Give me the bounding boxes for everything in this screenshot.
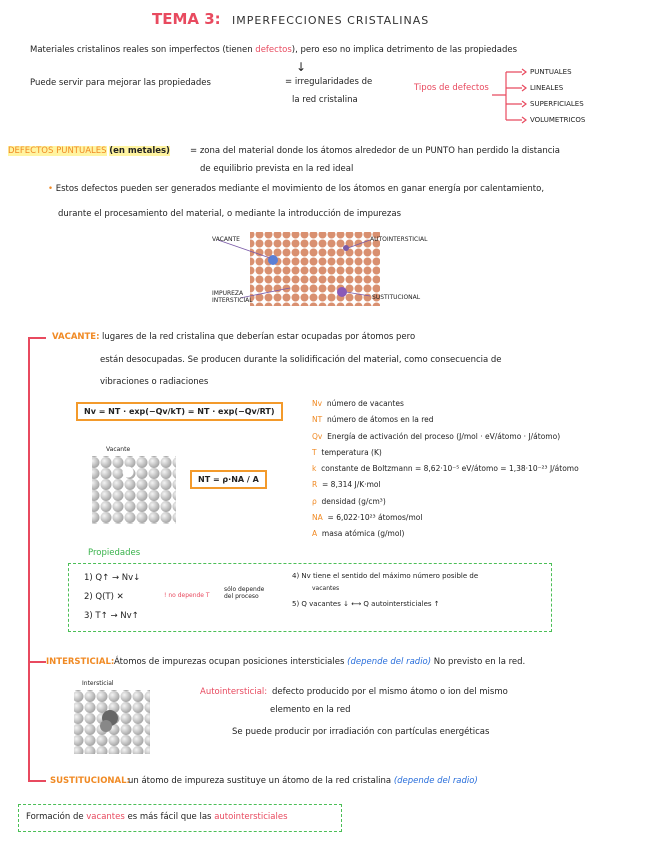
- puntuales-def-2: de equilibrio prevista en la red ideal: [200, 164, 354, 174]
- sustitucional-arrow: [28, 780, 46, 782]
- prop-1: 1) Q↑ → Nv↓: [84, 573, 141, 583]
- var-row: Qv Energía de activación del proceso (J/mol · eV/átomo · J/átomo): [312, 431, 561, 441]
- fig-label-sustitucional: SUSTITUCIONAL: [372, 294, 421, 301]
- interstitial-fig-label: Intersticial: [82, 680, 114, 687]
- puntuales-def-1: = zona del material donde los átomos alrededor de un PUNTO han perdido la distancia: [190, 146, 560, 156]
- puntuales-heading: DEFECTOS PUNTUALES (en metales): [8, 146, 170, 156]
- intro-line-1: Materiales cristalinos reales son imperfectos (tienen defectos), pero eso no implica detrimento de las propiedades: [30, 45, 518, 55]
- prop-4-b: vacantes: [312, 585, 340, 592]
- vacante-text-2: están desocupadas. Se producen durante la solidificación del material, como consecuencia de: [100, 355, 502, 365]
- tipos-label: Tipos de defectos: [414, 83, 489, 93]
- irregularidades-1: = irregularidades de: [285, 77, 373, 87]
- page-title: TEMA 3:: [152, 10, 221, 28]
- var-row: T temperatura (K): [312, 447, 382, 457]
- prop-2-note-b: sólo depende del proceso: [224, 586, 265, 600]
- intersticial-label: INTERSTICIAL:: [46, 657, 115, 667]
- tipo-volumetricos: VOLUMETRICOS: [530, 116, 586, 124]
- sustitucional-text: un átomo de impureza sustituye un átomo de la red cristalina (depende del radio): [128, 776, 478, 786]
- vacante-text-1: lugares de la red cristalina que deberían estar ocupadas por átomos pero: [102, 332, 416, 342]
- fig-label-impureza: IMPUREZA: [212, 290, 244, 297]
- footer-note: Formación de vacantes es más fácil que las autointersticiales: [26, 812, 288, 822]
- autointersticial-label: Autointersticial:: [200, 687, 268, 697]
- interstitial-lattice-image: [72, 680, 152, 756]
- puntuales-bullet-1: • Estos defectos pueden ser generados mediante el movimiento de los átomos en ganar energía por calentamiento,: [48, 184, 545, 194]
- vacante-label: VACANTE:: [52, 332, 100, 342]
- vacancy-figure: [88, 446, 178, 526]
- prop-2-note-a: ! no depende T: [164, 592, 210, 599]
- intersticial-text: Átomos de impurezas ocupan posiciones intersticiales (depende del radio) No previsto en la red.: [114, 657, 526, 667]
- autointersticial-text-1: defecto producido por el mismo átomo o ion del mismo: [272, 687, 508, 697]
- var-row: A masa atómica (g/mol): [312, 529, 405, 539]
- down-arrow-icon: ↓: [296, 60, 307, 74]
- fig-label-vacante: VACANTE: [212, 236, 240, 243]
- vacante-formula-box: Nv = NT · exp(−Qv/kT) = NT · exp(−Qv/RT): [76, 402, 283, 421]
- page-subtitle: IMPERFECCIONES CRISTALINAS: [232, 14, 430, 27]
- nt-formula-box: NT = ρ·NA / A: [190, 470, 267, 489]
- tipo-lineales: LINEALES: [530, 84, 564, 92]
- var-row: NA = 6,022·10²³ átomos/mol: [312, 513, 423, 523]
- prop-3: 3) T↑ → Nv↑: [84, 611, 139, 621]
- fig-label-intersticial: INTERSTICIAL: [212, 297, 253, 304]
- var-row: NT número de átomos en la red: [312, 415, 434, 425]
- autointersticial-text-2: elemento en la red: [270, 705, 351, 715]
- section-bracket-line: [28, 337, 30, 781]
- vacante-arrow: [28, 337, 46, 339]
- prop-5: 5) Q vacantes ↓ ⟷ Q autointersticiales ↑: [292, 600, 440, 608]
- prop-2: 2) Q(T) ✕: [84, 592, 124, 602]
- var-row: R = 8,314 J/K·mol: [312, 480, 381, 490]
- fig-label-autointersticial: AUTOINTERSTICIAL: [370, 236, 428, 243]
- irregularidades-2: la red cristalina: [292, 95, 358, 105]
- tipos-bracket-arrows: [488, 64, 528, 126]
- intro-line-2: Puede servir para mejorar las propiedades: [30, 78, 211, 88]
- tipo-puntuales: PUNTUALES: [530, 68, 572, 76]
- vacante-variable-list: [312, 396, 579, 543]
- point-defects-figure: [210, 230, 428, 310]
- puntuales-bullet-2: durante el procesamiento del material, o mediante la introducción de impurezas: [58, 209, 401, 219]
- sustitucional-label: SUSTITUCIONAL:: [50, 776, 130, 786]
- vacante-text-3: vibraciones o radiaciones: [100, 377, 209, 387]
- vacancy-lattice-image: [88, 446, 178, 526]
- autointersticial-text-3: Se puede producir por irradiación con partículas energéticas: [232, 727, 490, 737]
- interstitial-figure: [72, 680, 152, 756]
- propiedades-label: Propiedades: [88, 548, 141, 558]
- prop-4-a: 4) Nv tiene el sentido del máximo número posible de: [292, 572, 479, 580]
- tipo-superficiales: SUPERFICIALES: [530, 100, 584, 108]
- var-row: k constante de Boltzmann = 8,62·10⁻⁵ eV/átomo = 1,38·10⁻²³ J/átomo: [312, 464, 579, 474]
- vacancy-fig-label: Vacante: [106, 446, 131, 453]
- var-row: ρ densidad (g/cm³): [312, 496, 386, 506]
- var-row: Nv número de vacantes: [312, 399, 404, 408]
- intersticial-arrow: [28, 661, 46, 663]
